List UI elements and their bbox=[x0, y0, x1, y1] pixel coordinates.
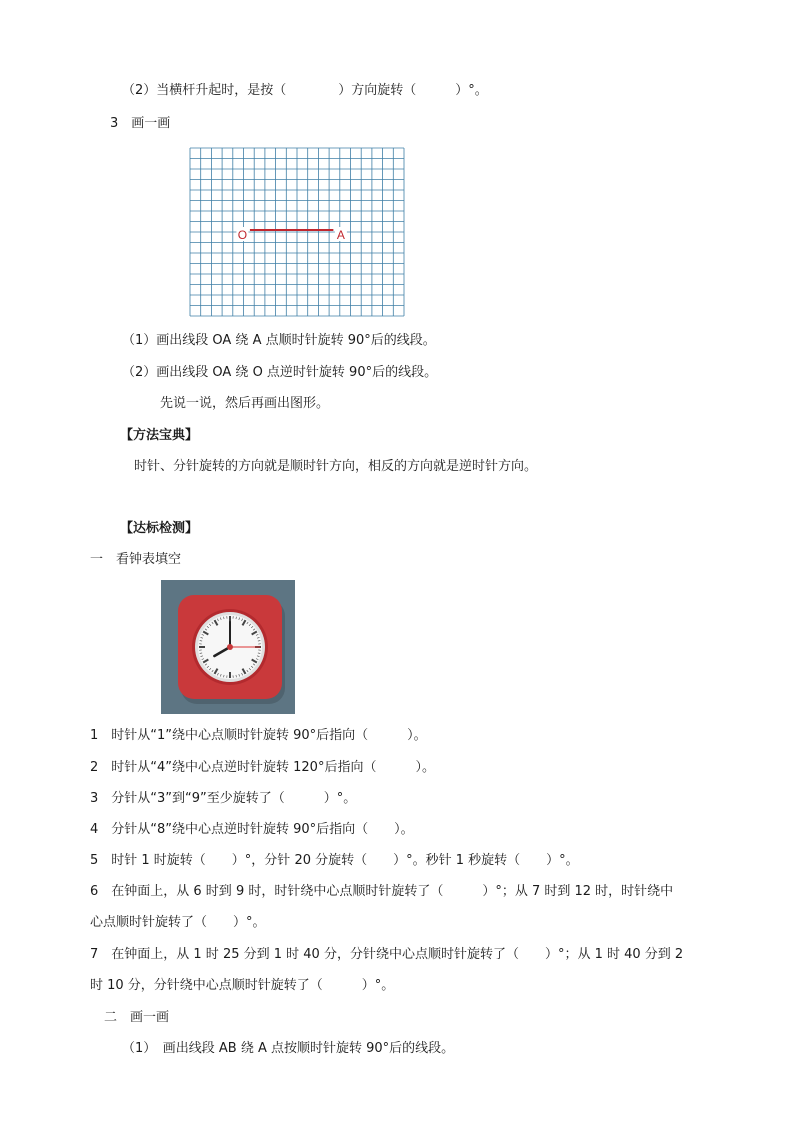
clock-image bbox=[161, 580, 295, 714]
draw-section-2-heading: 二 画一画 bbox=[104, 1010, 170, 1025]
question-7-line-2: 时 10 分，分针绕中心点顺时针旋转了（ ）°。 bbox=[90, 978, 395, 993]
question-4: 4 分针从“8”绕中心点逆时针旋转 90°后指向（ ）。 bbox=[90, 822, 414, 837]
draw-task-2: （2）画出线段 OA 绕 O 点逆时针旋转 90°后的线段。 bbox=[122, 365, 438, 380]
question-3: 3 分针从“3”到“9”至少旋转了（ ）°。 bbox=[90, 791, 357, 806]
draw-section-2-task-1: （1） 画出线段 AB 绕 A 点按顺时针旋转 90°后的线段。 bbox=[122, 1041, 455, 1056]
clock-section-heading: 一 看钟表填空 bbox=[90, 552, 182, 567]
drawing-grid[interactable] bbox=[189, 147, 405, 321]
test-heading: 【达标检测】 bbox=[120, 521, 199, 536]
question-7-line-1: 7 在钟面上，从 1 时 25 分到 1 时 40 分，分针绕中心点顺时针旋转了（ ）°；从 1 时 40 分到 2 bbox=[90, 947, 684, 962]
method-text: 时针、分针旋转的方向就是顺时针方向，相反的方向就是逆时针方向。 bbox=[134, 459, 538, 474]
question-6-line-2: 心点顺时针旋转了（ ）°。 bbox=[90, 915, 266, 930]
question-5: 5 时针 1 时旋转（ ）°，分针 20 分旋转（ ）°。秒针 1 秒旋转（ ）°。 bbox=[90, 853, 579, 868]
question-1: 1 时针从“1”绕中心点顺时针旋转 90°后指向（ ）。 bbox=[90, 728, 427, 743]
clock-center bbox=[227, 644, 233, 650]
method-heading: 【方法宝典】 bbox=[120, 428, 199, 443]
draw-section-heading: 3 画一画 bbox=[110, 116, 171, 131]
question-6-line-1: 6 在钟面上，从 6 时到 9 时，时针绕中心点顺时针旋转了（ ）°；从 7 时到 12 时，时针绕中 bbox=[90, 884, 674, 899]
question-2: 2 时针从“4”绕中心点逆时针旋转 120°后指向（ ）。 bbox=[90, 760, 435, 775]
draw-hint: 先说一说，然后再画出图形。 bbox=[160, 396, 330, 411]
draw-task-1: （1）画出线段 OA 绕 A 点顺时针旋转 90°后的线段。 bbox=[122, 333, 436, 348]
point-o-label: O bbox=[237, 228, 248, 242]
q2-lever-question: （2）当横杆升起时，是按（ ）方向旋转（ ）°。 bbox=[122, 83, 488, 98]
point-a-label: A bbox=[336, 228, 345, 242]
